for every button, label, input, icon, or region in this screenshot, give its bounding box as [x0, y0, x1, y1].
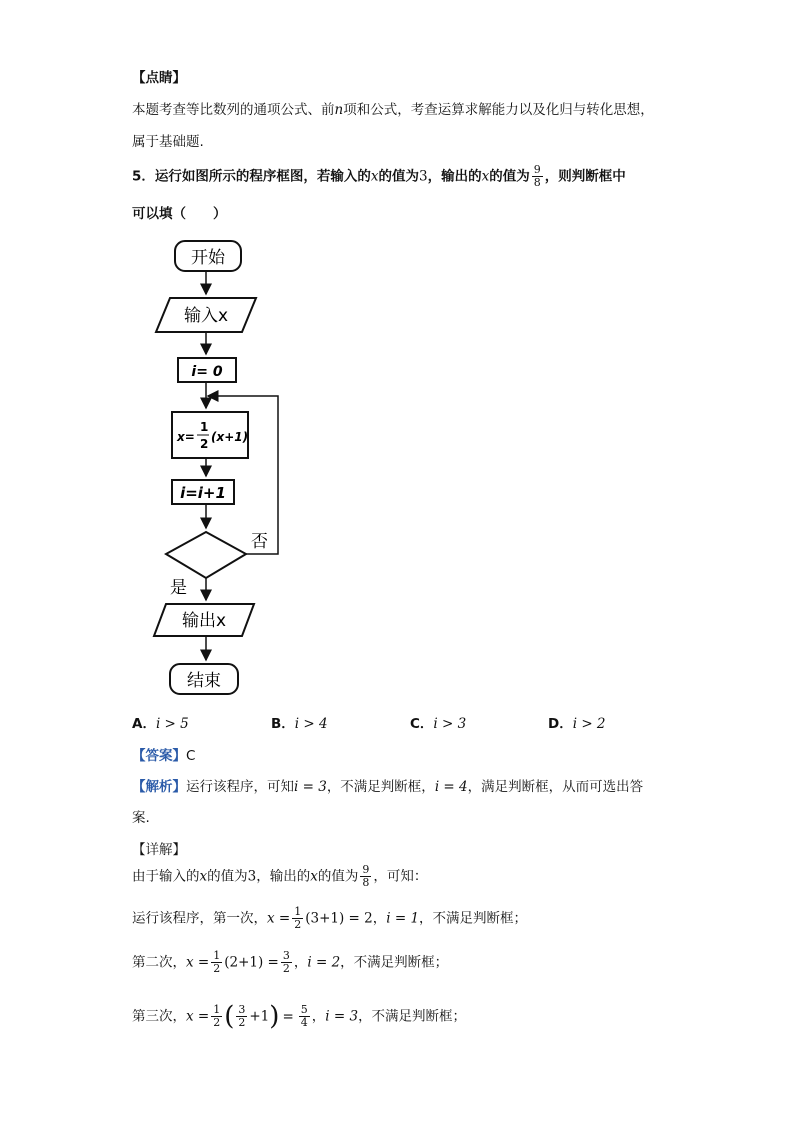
assign-den: 2: [200, 437, 209, 451]
output-label: 输出x: [181, 611, 227, 631]
option-c[interactable]: C．i > 3: [410, 716, 467, 732]
assign-rhs: (x+1): [211, 430, 249, 444]
fraction-9-8: $\frac{9}{8}$: [533, 163, 541, 189]
detail-line-2: 运行该程序，第一次，x = $\frac{1}{2}$ (3+1) = 2，i = 1，不满足判断框；: [132, 905, 528, 931]
flowchart-svg: [150, 236, 300, 698]
assign-lhs: x=: [177, 430, 195, 444]
option-b[interactable]: B．i > 4: [271, 716, 328, 732]
init-label: i= 0: [191, 364, 223, 380]
yes-label: 是: [170, 578, 187, 598]
right-paren: ): [269, 1001, 280, 1032]
decision-node: [166, 532, 246, 578]
option-d[interactable]: D．i > 2: [548, 716, 606, 732]
increment-label: i=i+1: [180, 484, 226, 502]
start-label: 开始: [191, 248, 225, 268]
detail-line-1: 由于输入的x的值为3，输出的x的值为 $\frac{9}{8}$ ，可知：: [132, 863, 428, 889]
end-label: 结束: [187, 671, 221, 691]
detail-title: 【详解】: [132, 842, 186, 858]
answer-line: 【答案】C: [132, 748, 196, 764]
dianjing-title: 【点睛】: [132, 70, 186, 86]
assign-num: 1: [200, 420, 209, 434]
input-label: 输入x: [183, 306, 229, 326]
no-label: 否: [251, 532, 268, 552]
question-stem-line-2: 可以填（ ）: [132, 206, 227, 222]
dianjing-line-2: 属于基础题.: [132, 134, 204, 150]
flowchart: [150, 236, 300, 702]
detail-line-3: 第二次，x = $\frac{1}{2}$ (2+1) = $\frac{3}{2}$ ，i = 2，不满足判断框；: [132, 949, 449, 975]
left-paren: (: [224, 1001, 235, 1032]
analysis-line-1: 【解析】运行该程序，可知i = 3，不满足判断框，i = 4，满足判断框，从而可选出答: [132, 779, 644, 795]
analysis-line-2: 案.: [132, 810, 150, 826]
detail-line-4: 第三次，x = $\frac{1}{2}$ ( $\frac{3}{2}$ +1) = $\frac{5}{4}$ ，i = 3，不满足判断框；: [132, 1001, 467, 1032]
dianjing-line-1: 本题考查等比数列的通项公式、前n项和公式，考查运算求解能力以及化归与转化思想，: [132, 102, 654, 118]
question-stem: 5．运行如图所示的程序框图，若输入的x的值为3，输出的x的值为 $\frac{9}{8}$ ，则判断框中: [132, 163, 626, 189]
option-a[interactable]: A．i > 5: [132, 716, 189, 732]
